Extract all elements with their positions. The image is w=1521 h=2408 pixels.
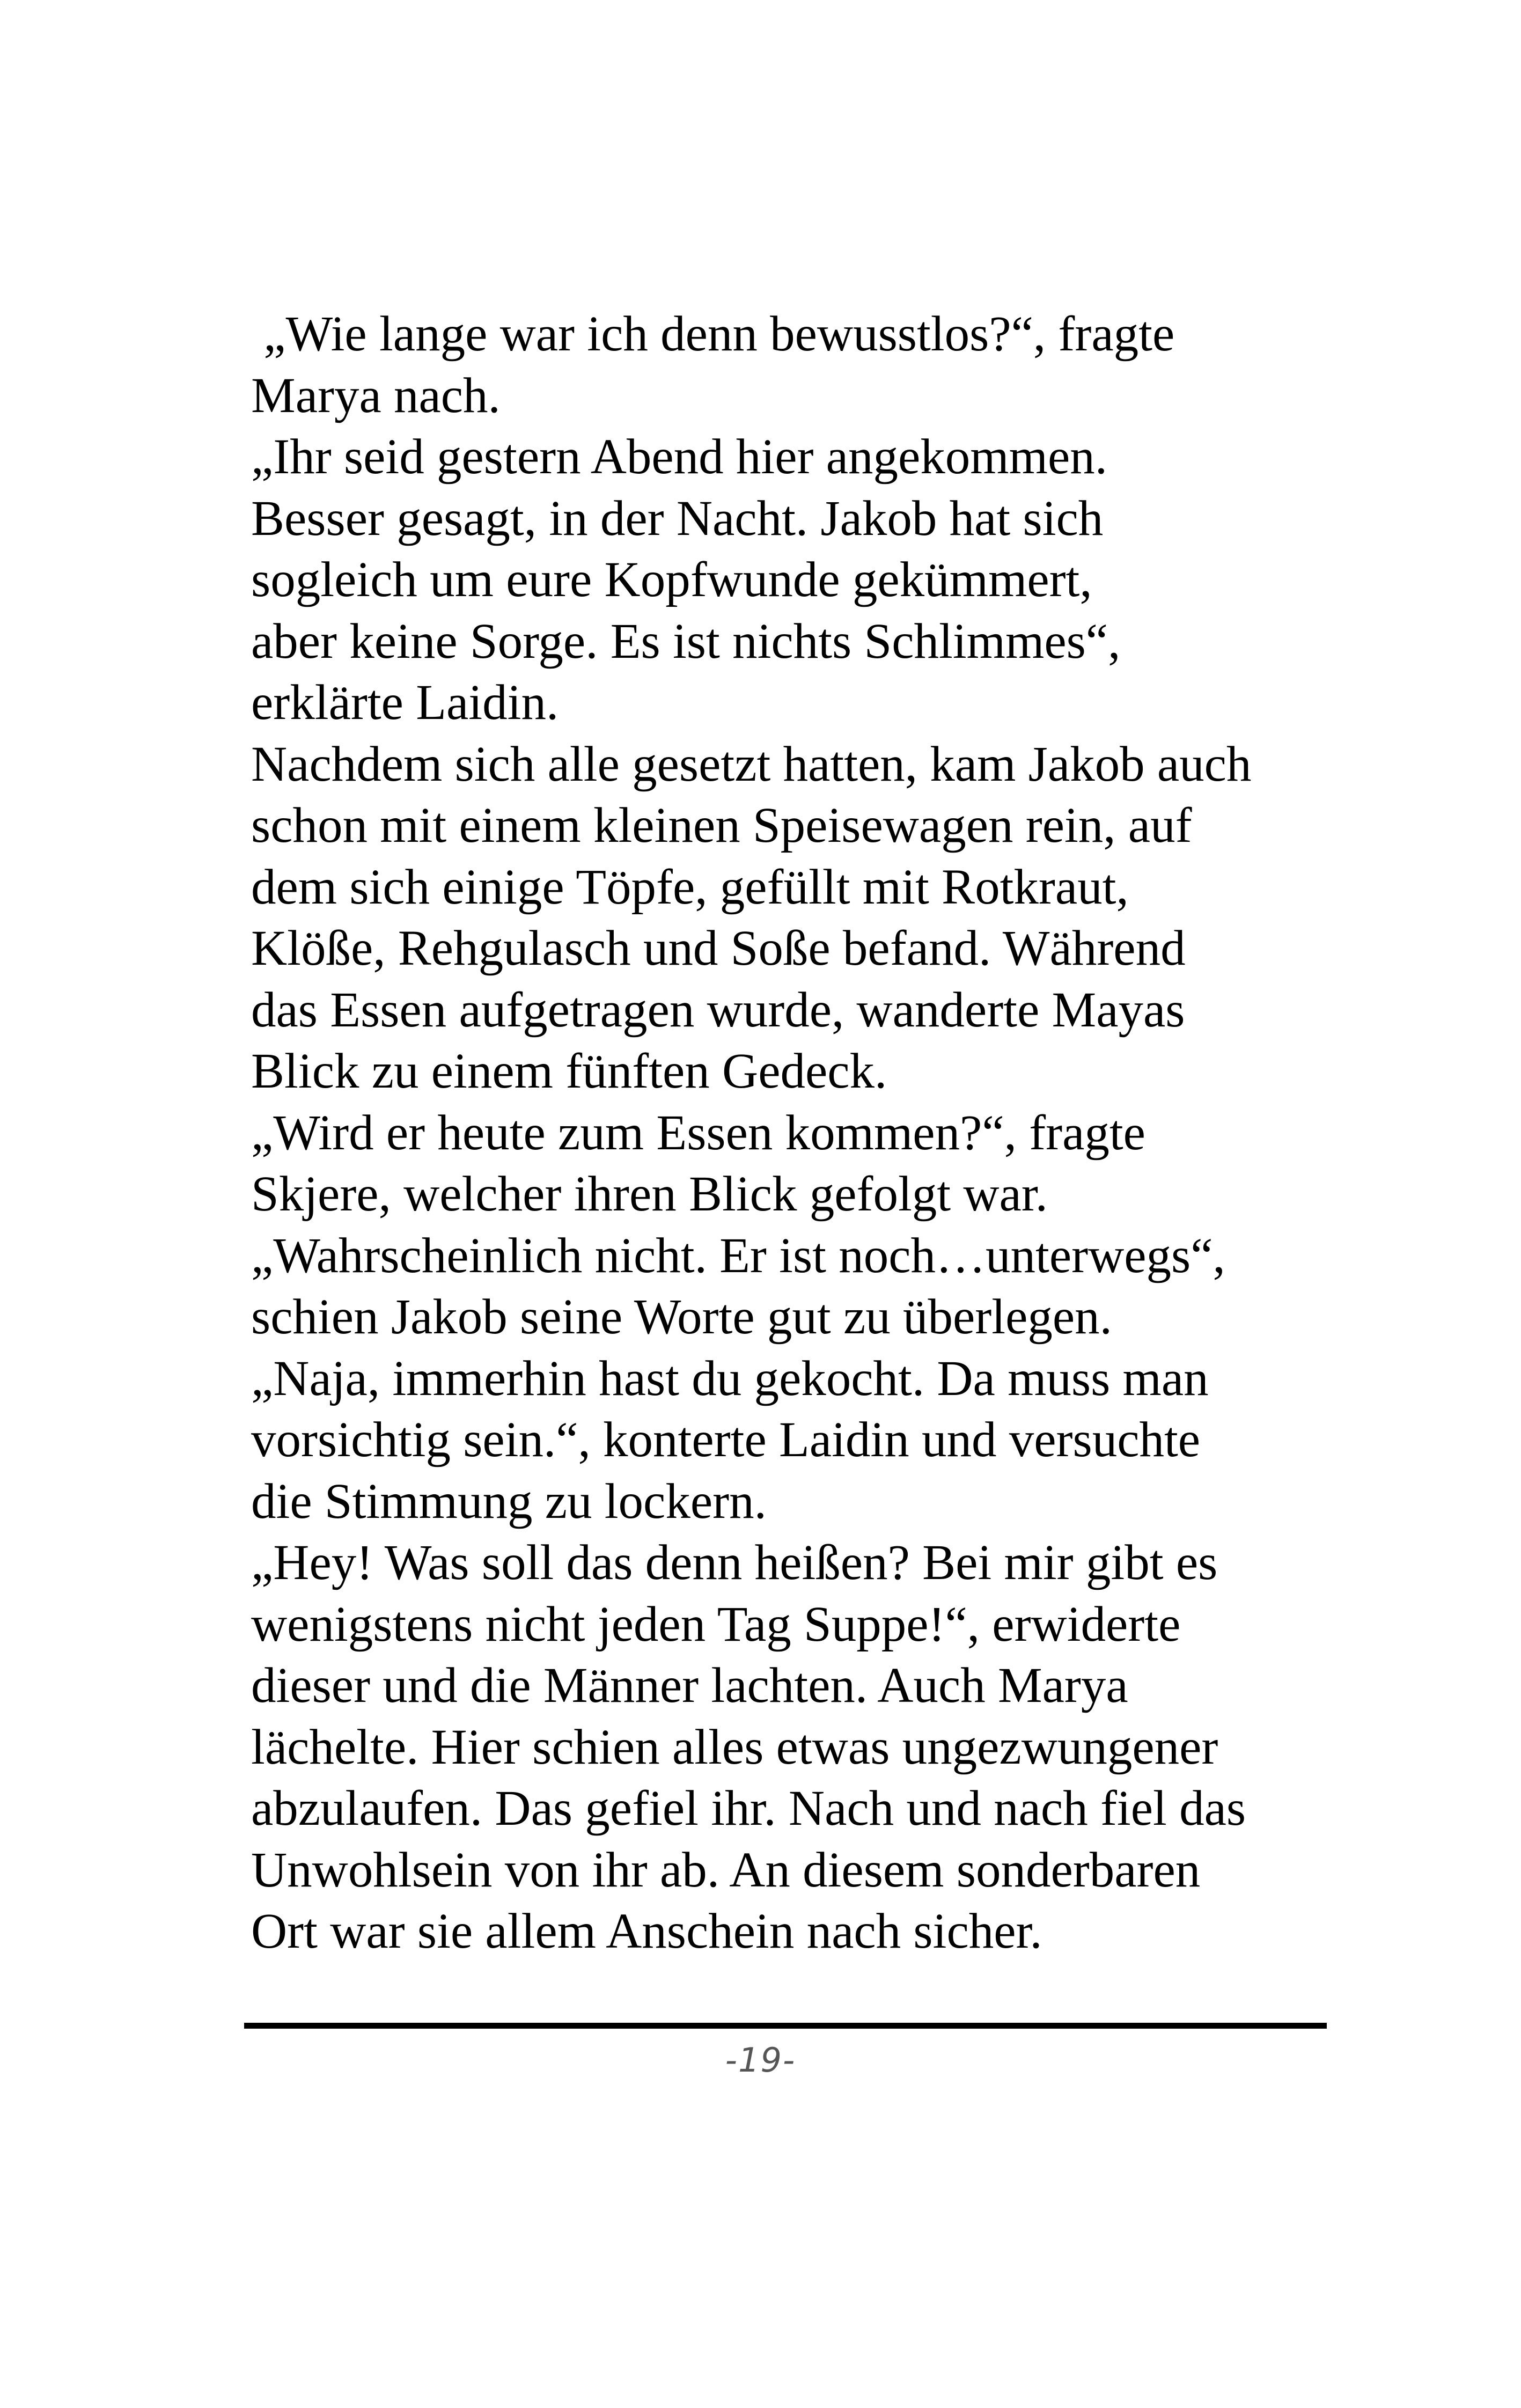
text-line: Klöße, Rehgulasch und Soße befand. Während <box>251 921 1186 976</box>
text-line: „Wie lange war ich denn bewusstlos?“, fragte <box>251 306 1175 362</box>
body-text <box>251 304 1356 1963</box>
text-line: Skjere, welcher ihren Blick gefolgt war. <box>251 1166 1048 1222</box>
text-line: „Ihr seid gestern Abend hier angekommen. <box>251 429 1107 484</box>
text-line: erklärte Laidin. <box>251 675 559 730</box>
text-line: Marya nach. <box>251 368 501 423</box>
text-line: wenigstens nicht jeden Tag Suppe!“, erwiderte <box>251 1596 1181 1652</box>
text-line: „Hey! Was soll das denn heißen? Bei mir gibt es <box>251 1535 1218 1590</box>
text-line: schien Jakob seine Worte gut zu überlegen. <box>251 1289 1112 1345</box>
page-number: -19- <box>725 2040 796 2080</box>
text-line: „Wahrscheinlich nicht. Er ist noch…unterwegs“, <box>251 1228 1225 1283</box>
text-line: „Wird er heute zum Essen kommen?“, fragte <box>251 1105 1145 1161</box>
text-line: Nachdem sich alle gesetzt hatten, kam Jakob auch <box>251 736 1252 792</box>
text-line: vorsichtig sein.“, konterte Laidin und versuchte <box>251 1412 1201 1467</box>
text-line: „Naja, immerhin hast du gekocht. Da muss man <box>251 1350 1209 1406</box>
text-line: die Stimmung zu lockern. <box>251 1473 767 1529</box>
text-line: schon mit einem kleinen Speisewagen rein, auf <box>251 798 1192 853</box>
text-line: aber keine Sorge. Es ist nichts Schlimmes“, <box>251 613 1121 669</box>
text-line: Blick zu einem fünften Gedeck. <box>251 1044 887 1099</box>
text-line: Besser gesagt, in der Nacht. Jakob hat sich <box>251 490 1104 546</box>
text-line: lächelte. Hier schien alles etwas ungezwungener <box>251 1719 1218 1775</box>
text-line: dem sich einige Töpfe, gefüllt mit Rotkraut, <box>251 859 1129 915</box>
text-line: Unwohlsein von ihr ab. An diesem sonderbaren <box>251 1842 1201 1898</box>
text-line: sogleich um eure Kopfwunde gekümmert, <box>251 552 1092 607</box>
text-line: das Essen aufgetragen wurde, wanderte Mayas <box>251 982 1185 1038</box>
footer-rule <box>244 2023 1327 2029</box>
text-line: dieser und die Männer lachten. Auch Marya <box>251 1658 1128 1713</box>
text-line: abzulaufen. Das gefiel ihr. Nach und nach fiel das <box>251 1781 1246 1836</box>
text-line: Ort war sie allem Anschein nach sicher. <box>251 1904 1042 1959</box>
